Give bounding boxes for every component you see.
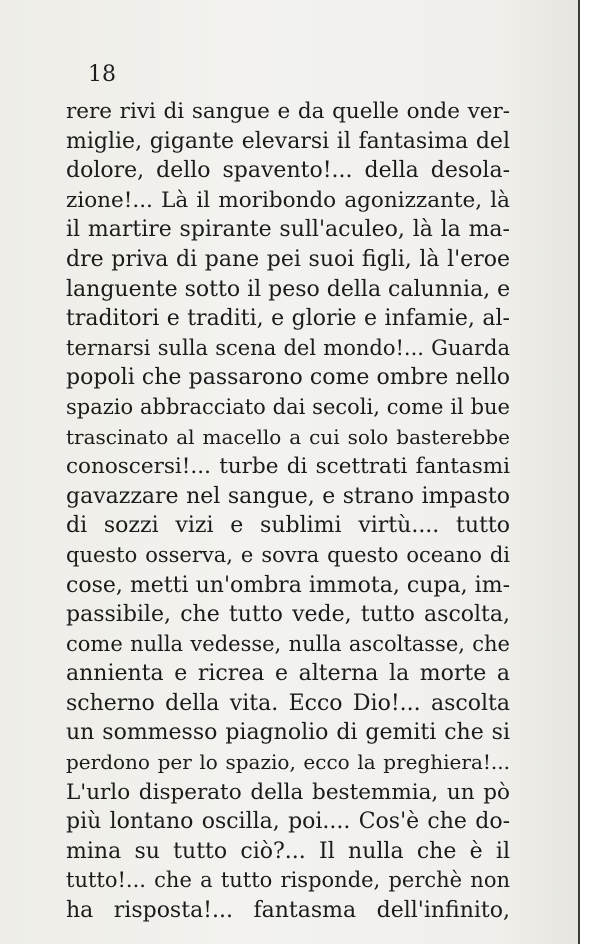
text-line: L'urlo disperato della bestemmia, un pò: [66, 779, 510, 805]
text-line: languente sotto il peso della calunnia, e: [66, 276, 511, 302]
text-line: popoli che passarono come ombre nello: [66, 365, 510, 391]
text-line: perdono per lo spazio, ecco la preghiera!...: [66, 750, 510, 775]
text-line: di sozzi vizi e sublimi virtù.... tutto: [66, 513, 510, 539]
text-line: miglie, gigante elevarsi il fantasima del: [66, 128, 510, 154]
text-line: rere rivi di sangue e da quelle onde ver-: [66, 99, 510, 124]
text-line: dre priva di pane pei suoi figli, là l'eroe: [66, 246, 510, 272]
text-line: il martire spirante sull'aculeo, là la ma-: [66, 217, 510, 243]
text-line: passibile, che tutto vede, tutto ascolta,: [66, 602, 510, 628]
text-line: scherno della vita. Ecco Dio!... ascolta: [66, 690, 510, 716]
text-line: come nulla vedesse, nulla ascoltasse, che: [66, 631, 510, 656]
text-line: trascinato al macello a cui solo basterebbe: [66, 424, 510, 449]
page-number: 18: [88, 62, 116, 87]
text-line: questo osserva, e sovra questo oceano di: [66, 542, 510, 567]
text-line: mina su tutto ciò?... Il nulla che è il: [66, 838, 510, 864]
text-line: dolore, dello spavento!... della desola-: [66, 158, 510, 184]
text-line: traditori e traditi, e glorie e infamie, al-: [66, 306, 510, 332]
text-line: annienta e ricrea e alterna la morte a: [66, 661, 510, 687]
text-line: un sommesso piagnolio di gemiti che si: [66, 720, 510, 746]
text-line: gavazzare nel sangue, e strano impasto: [66, 483, 510, 509]
text-line: conoscersi!... turbe di scettrati fantasmi: [66, 454, 510, 480]
text-line: tutto!... che a tutto risponde, perchè non: [66, 868, 510, 893]
text-line: più lontano oscilla, poi.... Cos'è che do-: [66, 809, 510, 835]
text-line: spazio abbracciato dai secoli, come il bue: [66, 394, 510, 419]
text-line: cose, metti un'ombra immota, cupa, im-: [66, 572, 510, 598]
page-edge: [578, 0, 590, 944]
text-line: zione!... Là il moribondo agonizzante, là: [66, 187, 510, 213]
body-text: [66, 97, 510, 926]
text-line: ha risposta!... fantasma dell'infinito,: [66, 898, 510, 924]
text-line: ternarsi sulla scena del mondo!... Guarda: [66, 335, 510, 360]
